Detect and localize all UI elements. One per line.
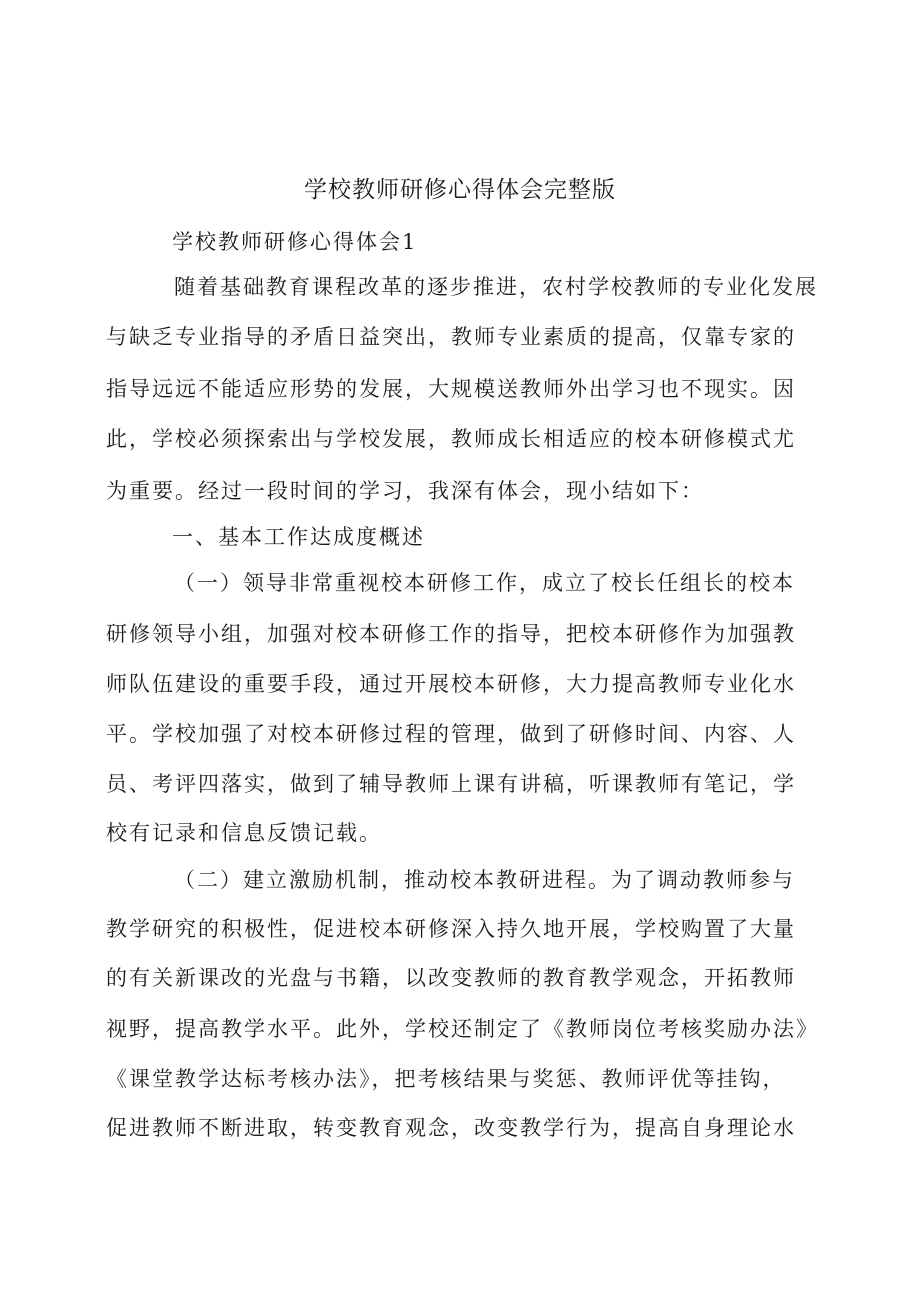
paragraph-line: （二）建立激励机制，推动校本教研进程。为了调动教师参与 xyxy=(174,868,795,892)
paragraph-line: 教学研究的积极性，促进校本研修深入持久地开展，学校购置了大量 xyxy=(106,917,796,941)
paragraph-line: 校有记录和信息反馈记载。 xyxy=(106,821,382,845)
paragraph-line: 员、考评四落实，做到了辅导教师上课有讲稿，听课教师有笔记，学 xyxy=(106,772,796,796)
paragraph-line: 《课堂教学达标考核办法》，把考核结果与奖惩、教师评优等挂钩， xyxy=(106,1067,786,1091)
paragraph-line: 平。学校加强了对校本研修过程的管理，做到了研修时间、内容、人 xyxy=(106,722,796,746)
intro-line: 为重要。经过一段时间的学习，我深有体会，现小结如下： xyxy=(106,479,704,503)
paragraph-line: 的有关新课改的光盘与书籍，以改变教师的教育教学观念，开拓教师 xyxy=(106,966,796,990)
paragraph-line: 促进教师不断进取，转变教育观念，改变教学行为，提高自身理论水 xyxy=(106,1116,796,1140)
intro-line: 随着基础教育课程改革的逐步推进，农村学校教师的专业化发展 xyxy=(174,275,818,299)
paragraph-line: 师队伍建设的重要手段，通过开展校本研修，大力提高教师专业化水 xyxy=(106,672,796,696)
document-title: 学校教师研修心得体会完整版 xyxy=(304,177,616,203)
section-heading: 一、基本工作达成度概述 xyxy=(172,525,425,549)
intro-line: 指导远远不能适应形势的发展，大规模送教师外出学习也不现实。因 xyxy=(106,377,796,401)
intro-line: 与缺乏专业指导的矛盾日益突出，教师专业素质的提高，仅靠专家的 xyxy=(106,325,796,349)
paragraph-line: 研修领导小组，加强对校本研修工作的指导，把校本研修作为加强教 xyxy=(106,622,796,646)
intro-line: 此，学校必须探索出与学校发展，教师成长相适应的校本研修模式尤 xyxy=(106,427,796,451)
paragraph-line: （一）领导非常重视校本研修工作，成立了校长任组长的校本 xyxy=(174,571,795,595)
paragraph-line: 视野，提高教学水平。此外，学校还制定了《教师岗位考核奖励办法》 xyxy=(106,1017,819,1041)
subtitle: 学校教师研修心得体会1 xyxy=(172,230,418,254)
